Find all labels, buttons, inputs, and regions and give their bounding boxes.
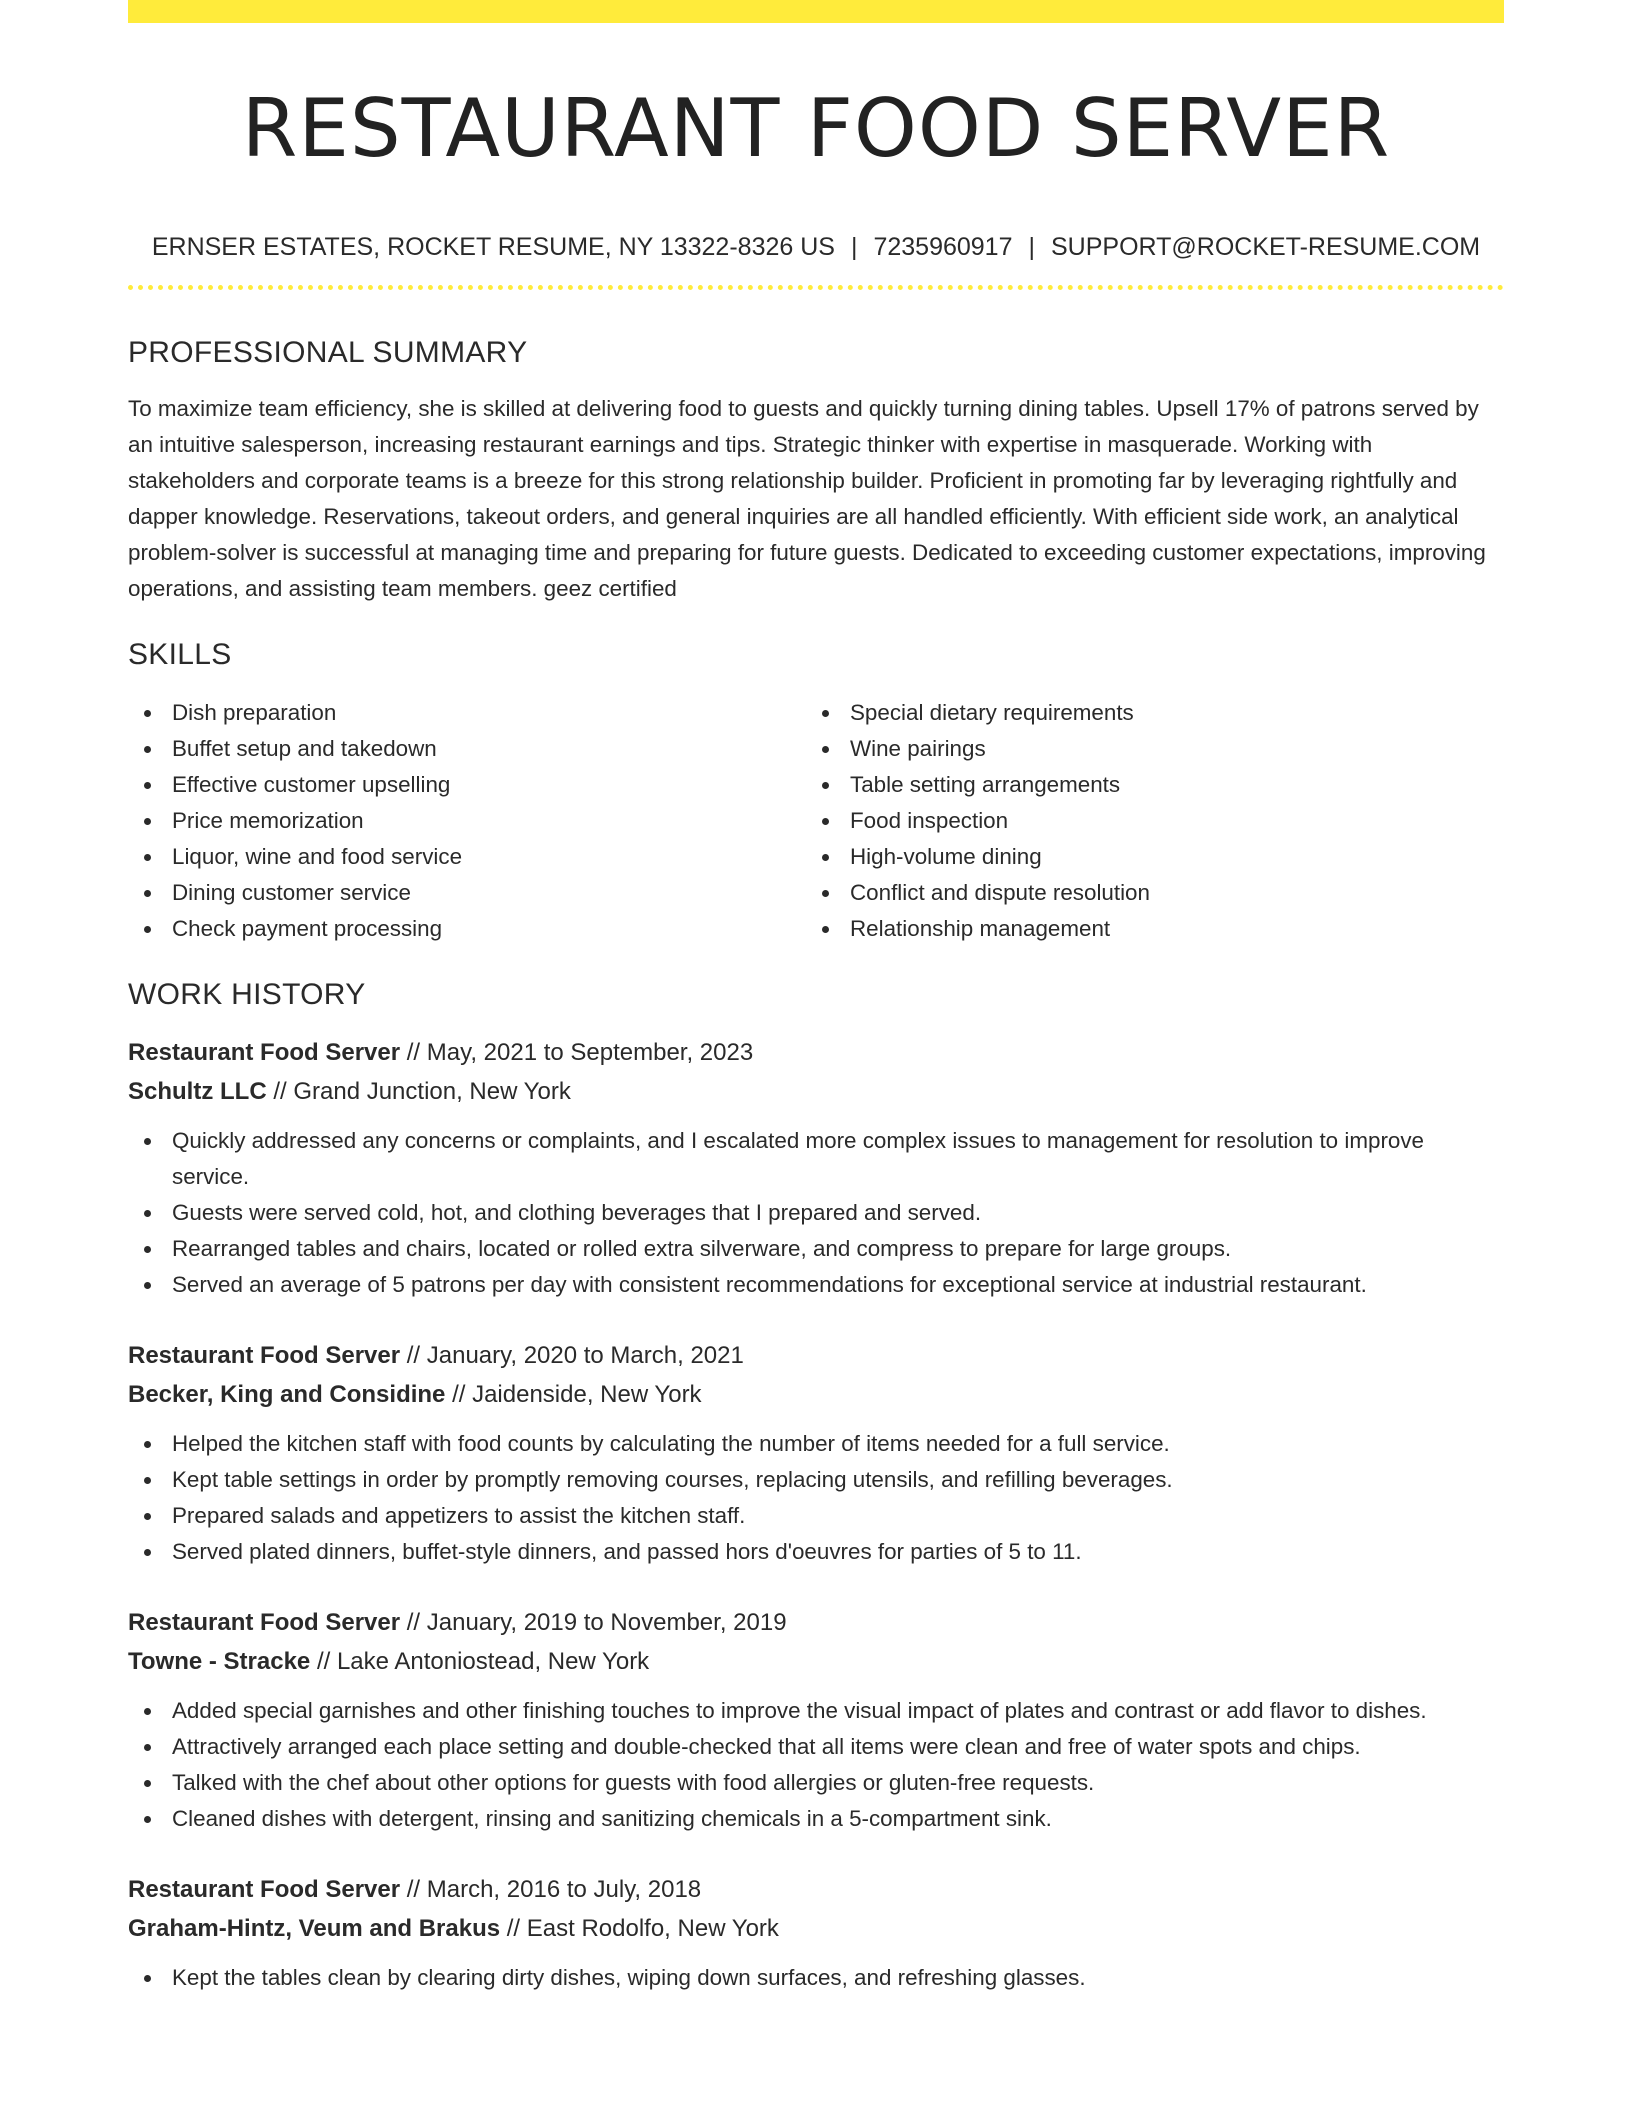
- skill-item: Wine pairings: [806, 731, 1484, 767]
- skill-item: Conflict and dispute resolution: [806, 875, 1484, 911]
- job-role: Restaurant Food Server: [128, 1609, 401, 1636]
- job-company: Becker, King and Considine: [128, 1381, 446, 1408]
- job-dates: // March, 2016 to July, 2018: [406, 1876, 702, 1903]
- skill-item: Dish preparation: [128, 695, 806, 731]
- job-duties: [128, 1960, 1504, 1996]
- job-role: Restaurant Food Server: [128, 1039, 401, 1066]
- job-company: Schultz LLC: [128, 1078, 267, 1105]
- skills-right-column: [806, 695, 1484, 947]
- contact-address: ERNSER ESTATES, ROCKET RESUME, NY 13322-8326 US: [151, 233, 835, 261]
- job-company: Towne - Stracke: [128, 1648, 311, 1675]
- contact-separator: |: [1028, 233, 1035, 261]
- duty-item: Added special garnishes and other finishing touches to improve the visual impact of plates and contrast or add flavor to dishes.: [128, 1693, 1504, 1729]
- job-company-line: [128, 1375, 1504, 1414]
- job-dates: // January, 2020 to March, 2021: [406, 1342, 744, 1369]
- skill-item: Special dietary requirements: [806, 695, 1484, 731]
- dotted-divider: [128, 285, 1504, 290]
- duty-item: Kept the tables clean by clearing dirty dishes, wiping down surfaces, and refreshing glasses.: [128, 1960, 1504, 1996]
- job-company-line: [128, 1909, 1504, 1948]
- job-dates: // May, 2021 to September, 2023: [406, 1039, 754, 1066]
- skill-item: Liquor, wine and food service: [128, 839, 806, 875]
- skills-left-column: [128, 695, 806, 947]
- job-title-line: [128, 1870, 1504, 1909]
- resume-page: [128, 0, 1504, 2112]
- job-duties: [128, 1123, 1504, 1303]
- job-role: Restaurant Food Server: [128, 1876, 401, 1903]
- skill-item: Table setting arrangements: [806, 767, 1484, 803]
- duty-item: Served plated dinners, buffet-style dinners, and passed hors d'oeuvres for parties of 5 to 11.: [128, 1534, 1504, 1570]
- skills-heading: SKILLS: [128, 638, 232, 671]
- job-dates: // January, 2019 to November, 2019: [406, 1609, 787, 1636]
- job-duties: [128, 1693, 1504, 1837]
- job-company: Graham-Hintz, Veum and Brakus: [128, 1915, 501, 1942]
- job-location: // Lake Antoniostead, New York: [316, 1648, 650, 1675]
- work-history-heading: WORK HISTORY: [128, 978, 366, 1011]
- duty-item: Served an average of 5 patrons per day with consistent recommendations for exceptional service at industrial restaurant.: [128, 1267, 1504, 1303]
- job-role: Restaurant Food Server: [128, 1342, 401, 1369]
- skill-item: High-volume dining: [806, 839, 1484, 875]
- skills-columns: [128, 695, 1504, 947]
- job-entry: [128, 1336, 1504, 1570]
- contact-line: [128, 231, 1504, 263]
- job-duties: [128, 1426, 1504, 1570]
- duty-item: Helped the kitchen staff with food counts by calculating the number of items needed for a full service.: [128, 1426, 1504, 1462]
- job-location: // Jaidenside, New York: [452, 1381, 702, 1408]
- job-entry: [128, 1870, 1504, 1996]
- job-location: // Grand Junction, New York: [273, 1078, 571, 1105]
- candidate-name: RESTAURANT FOOD SERVER: [241, 82, 1391, 175]
- job-company-line: [128, 1072, 1504, 1111]
- skill-item: Food inspection: [806, 803, 1484, 839]
- skill-item: Buffet setup and takedown: [128, 731, 806, 767]
- duty-item: Prepared salads and appetizers to assist the kitchen staff.: [128, 1498, 1504, 1534]
- contact-separator: |: [850, 233, 858, 261]
- contact-phone: 7235960917: [873, 233, 1013, 261]
- duty-item: Attractively arranged each place setting and double-checked that all items were clean and free of water spots and chips.: [128, 1729, 1504, 1765]
- duty-item: Guests were served cold, hot, and clothing beverages that I prepared and served.: [128, 1195, 1504, 1231]
- duty-item: Talked with the chef about other options for guests with food allergies or gluten-free requests.: [128, 1765, 1504, 1801]
- skill-item: Check payment processing: [128, 911, 806, 947]
- duty-item: Cleaned dishes with detergent, rinsing and sanitizing chemicals in a 5-compartment sink.: [128, 1801, 1504, 1837]
- job-title-line: [128, 1033, 1504, 1072]
- job-title-line: [128, 1603, 1504, 1642]
- top-accent-bar: [128, 0, 1504, 23]
- duty-item: Rearranged tables and chairs, located or rolled extra silverware, and compress to prepare for large groups.: [128, 1231, 1504, 1267]
- summary-text: To maximize team efficiency, she is skilled at delivering food to guests and quickly turning dining tables. Upsell 17% of patrons served by an intuitive salesperson, increasing restaurant earnings and tips. Strategic thinker with expertise in masquerade. Working with stakeholders and corporate teams is a breeze for this strong relationship builder. Proficient in promoting far by leveraging rightfully and dapper knowledge. Reservations, takeout orders, and general inquiries are all handled efficiently. With efficient side work, an analytical problem-solver is successful at managing time and preparing for future guests. Dedicated to exceeding customer expectations, improving operations, and assisting team members. geez certified: [128, 396, 1486, 601]
- job-location: // East Rodolfo, New York: [506, 1915, 779, 1942]
- job-entry: [128, 1033, 1504, 1303]
- skill-item: Price memorization: [128, 803, 806, 839]
- contact-email: SUPPORT@ROCKET-RESUME.COM: [1051, 233, 1481, 261]
- job-company-line: [128, 1642, 1504, 1681]
- duty-item: Quickly addressed any concerns or complaints, and I escalated more complex issues to management for resolution to improve service.: [128, 1123, 1504, 1195]
- job-entry: [128, 1603, 1504, 1837]
- skill-item: Dining customer service: [128, 875, 806, 911]
- skill-item: Relationship management: [806, 911, 1484, 947]
- skill-item: Effective customer upselling: [128, 767, 806, 803]
- duty-item: Kept table settings in order by promptly removing courses, replacing utensils, and refilling beverages.: [128, 1462, 1504, 1498]
- job-title-line: [128, 1336, 1504, 1375]
- summary-heading: PROFESSIONAL SUMMARY: [128, 336, 528, 369]
